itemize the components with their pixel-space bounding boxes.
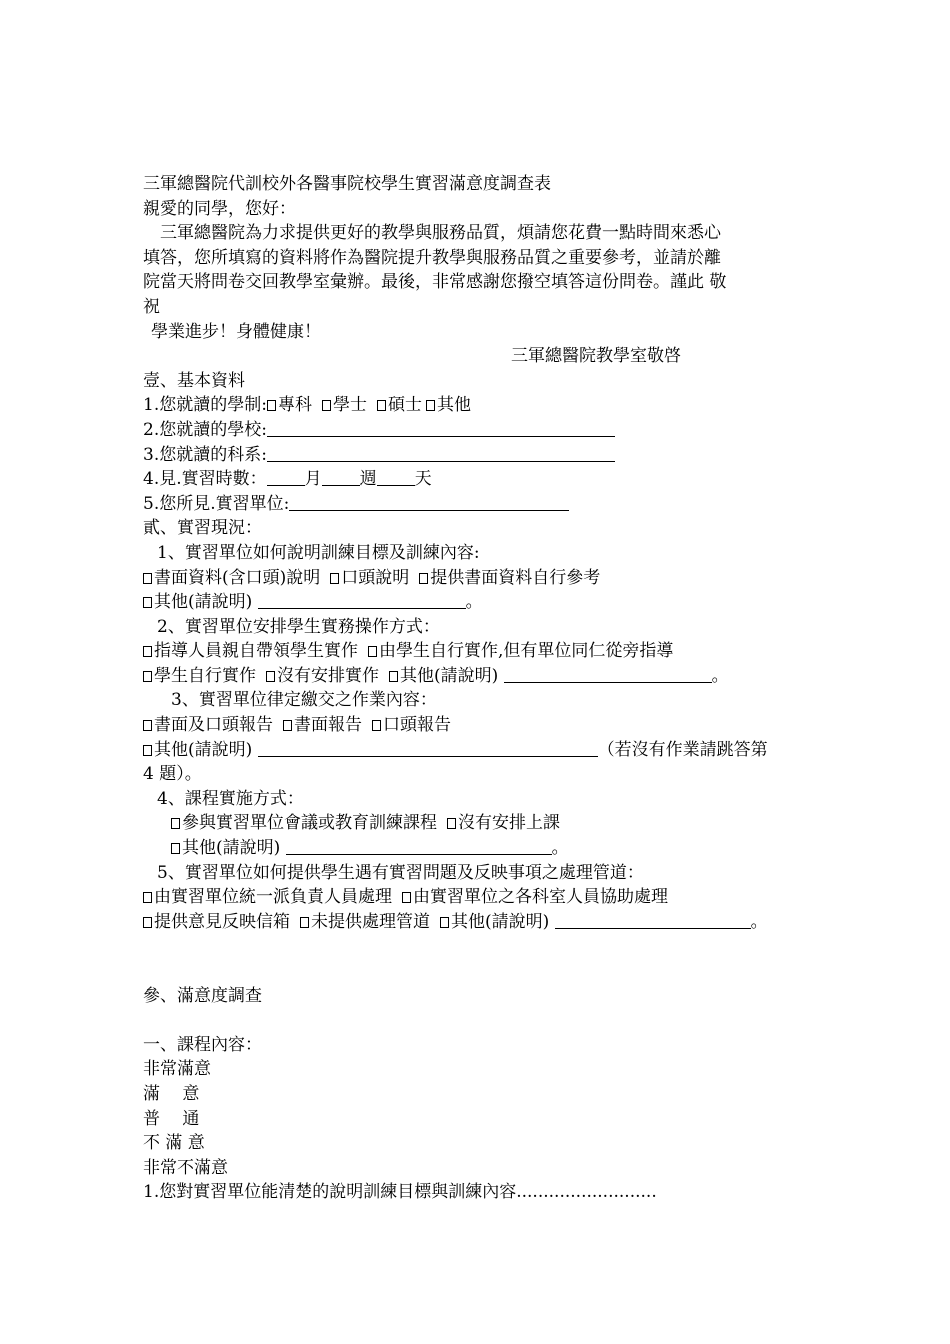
checkbox[interactable] [368, 646, 377, 657]
checkbox[interactable] [283, 720, 292, 731]
scale-very-dissatisfied: 非常不滿意 [143, 1157, 228, 1178]
s1-q4 [143, 467, 823, 492]
other-blank[interactable] [504, 664, 712, 683]
checkbox[interactable] [143, 745, 152, 756]
option-label: 書面資料(含口頭)說明 [154, 567, 321, 588]
scale-satisfied: 滿 意 [143, 1083, 200, 1104]
s1-q3 [143, 443, 823, 468]
section1-heading: 壹、基本資料 [143, 370, 245, 391]
document-title: 三軍總醫院代訓校外各醫事院校學生實習滿意度調查表 [143, 174, 551, 194]
option-label: 口頭報告 [383, 715, 451, 736]
s2-q4-label: 4、課程實施方式： [157, 788, 304, 809]
checkbox[interactable] [440, 917, 449, 928]
option-label: 學士 [332, 395, 367, 416]
s1-q3-label: 3.您就讀的科系: [143, 444, 267, 465]
s2-q3-note-end: 4 題）。 [143, 764, 202, 785]
s2-q1-label: 1、實習單位如何說明訓練目標及訓練內容: [157, 542, 480, 563]
skip-note: （若沒有作業請跳答第 [597, 739, 768, 760]
section2-heading: 貳、實習現況： [143, 518, 262, 539]
s2-q3-options [143, 713, 823, 738]
option-label: 口頭說明 [341, 567, 410, 588]
other-blank[interactable] [555, 910, 751, 929]
period: 。 [551, 838, 569, 859]
option-label: 提供書面資料自行參考 [430, 567, 601, 588]
checkbox[interactable] [266, 671, 275, 682]
other-blank[interactable] [258, 590, 466, 609]
option-label: 沒有安排上課 [458, 813, 560, 834]
s1-q4-label: 4.見.實習時數： [143, 469, 267, 490]
option-label: 碩士 [387, 395, 422, 416]
checkbox[interactable] [171, 843, 180, 854]
period: 。 [465, 592, 483, 613]
option-label: 專科 [277, 395, 312, 416]
option-label: 學生自行實作 [154, 665, 256, 686]
other-blank[interactable] [286, 836, 552, 855]
checkbox[interactable] [330, 573, 339, 584]
option-label: 由實習單位之各科室人員協助處理 [413, 887, 668, 908]
scale-neutral: 普 通 [143, 1108, 200, 1129]
scale-very-satisfied: 非常滿意 [143, 1059, 211, 1080]
s1-q5 [143, 492, 823, 517]
option-label: 其他(請說明) [154, 592, 253, 613]
option-label: 其他(請說明) [154, 739, 253, 760]
unit-month: 月 [304, 469, 322, 490]
checkbox[interactable] [143, 720, 152, 731]
other-blank[interactable] [258, 738, 598, 757]
checkbox[interactable] [322, 400, 331, 411]
option-label: 沒有安排實作 [277, 665, 379, 686]
intro-line-2: 填答，您所填寫的資料將作為醫院提升教學與服務品質之重要參考，並請於離 [143, 247, 721, 268]
section3-heading: 參、滿意度調查 [143, 985, 262, 1006]
option-label: 提供意見反映信箱 [154, 911, 290, 932]
s2-q2-label: 2、實習單位安排學生實務操作方式： [157, 616, 440, 637]
intro-line-1: 三軍總醫院為力求提供更好的教學與服務品質，煩請您花費一點時間來悉心 [160, 223, 721, 244]
s2-q3-other [143, 738, 823, 763]
checkbox[interactable] [267, 400, 276, 411]
s1-q1-label: 1.您就讀的學制: [143, 395, 267, 416]
s3-sub-heading: 一、課程內容： [143, 1034, 262, 1055]
s1-q5-label: 5.您所見.實習單位: [143, 493, 290, 514]
checkbox[interactable] [143, 597, 152, 608]
option-label: 其他(請說明) [182, 838, 281, 859]
unit-day: 天 [414, 469, 432, 490]
option-label: 由實習單位統一派負責人員處理 [154, 887, 392, 908]
checkbox[interactable] [426, 400, 435, 411]
s2-q5-options-a [143, 885, 823, 910]
option-label: 指導人員親自帶領學生實作 [154, 641, 358, 662]
survey-document [143, 172, 823, 1205]
option-label: 其他(請說明) [451, 911, 550, 932]
option-label: 參與實習單位會議或教育訓練課程 [182, 813, 437, 834]
months-blank[interactable] [267, 467, 305, 486]
s2-q4-other [143, 836, 823, 861]
option-label: 由學生自行實作,但有單位同仁從旁指導 [379, 641, 674, 662]
unit-blank[interactable] [289, 492, 569, 511]
checkbox[interactable] [300, 917, 309, 928]
s2-q3-label: 3、實習單位律定繳交之作業內容： [171, 690, 437, 711]
s2-q2-options-a [143, 639, 823, 664]
school-blank[interactable] [267, 418, 615, 437]
weeks-blank[interactable] [322, 467, 360, 486]
intro-line-3: 院當天將問卷交回教學室彙辦。最後，非常感謝您撥空填答這份問卷。謹此 敬 [143, 272, 727, 293]
unit-week: 週 [359, 469, 377, 490]
s1-q2-label: 2.您就讀的學校: [143, 419, 267, 440]
scale-dissatisfied: 不 滿 意 [143, 1133, 205, 1154]
checkbox[interactable] [419, 573, 428, 584]
department-blank[interactable] [267, 443, 615, 462]
checkbox[interactable] [171, 818, 180, 829]
option-label: 未提供處理管道 [311, 911, 430, 932]
s1-q2 [143, 418, 823, 443]
checkbox[interactable] [372, 720, 381, 731]
checkbox[interactable] [143, 917, 152, 928]
s1-q1 [143, 393, 823, 418]
greeting: 親愛的同學，您好： [143, 198, 296, 219]
s2-q1-other [143, 590, 823, 615]
checkbox[interactable] [377, 400, 386, 411]
signature: 三軍總醫院教學室敬啓 [511, 346, 681, 367]
checkbox[interactable] [143, 573, 152, 584]
checkbox[interactable] [389, 671, 398, 682]
checkbox[interactable] [143, 671, 152, 682]
option-label: 其他 [436, 395, 471, 416]
checkbox[interactable] [143, 646, 152, 657]
option-label: 書面報告 [294, 715, 362, 736]
wish-line: 學業進步！身體健康！ [151, 321, 321, 342]
s3-item-1: 1.您對實習單位能清楚的說明訓練目標與訓練內容.......................... [143, 1182, 657, 1203]
period: 。 [750, 911, 768, 932]
checkbox[interactable] [402, 892, 411, 903]
option-label: 其他(請說明) [400, 665, 499, 686]
option-label: 書面及口頭報告 [154, 715, 273, 736]
s2-q5-label: 5、實習單位如何提供學生遇有實習問題及反映事項之處理管道： [157, 862, 644, 883]
s2-q2-options-b [143, 664, 823, 689]
checkbox[interactable] [143, 892, 152, 903]
s2-q5-options-b [143, 910, 823, 935]
s2-q4-options [143, 811, 823, 836]
days-blank[interactable] [377, 467, 415, 486]
s2-q1-options [143, 566, 823, 591]
checkbox[interactable] [447, 818, 456, 829]
intro-line-4: 祝 [143, 296, 160, 317]
period: 。 [711, 665, 729, 686]
